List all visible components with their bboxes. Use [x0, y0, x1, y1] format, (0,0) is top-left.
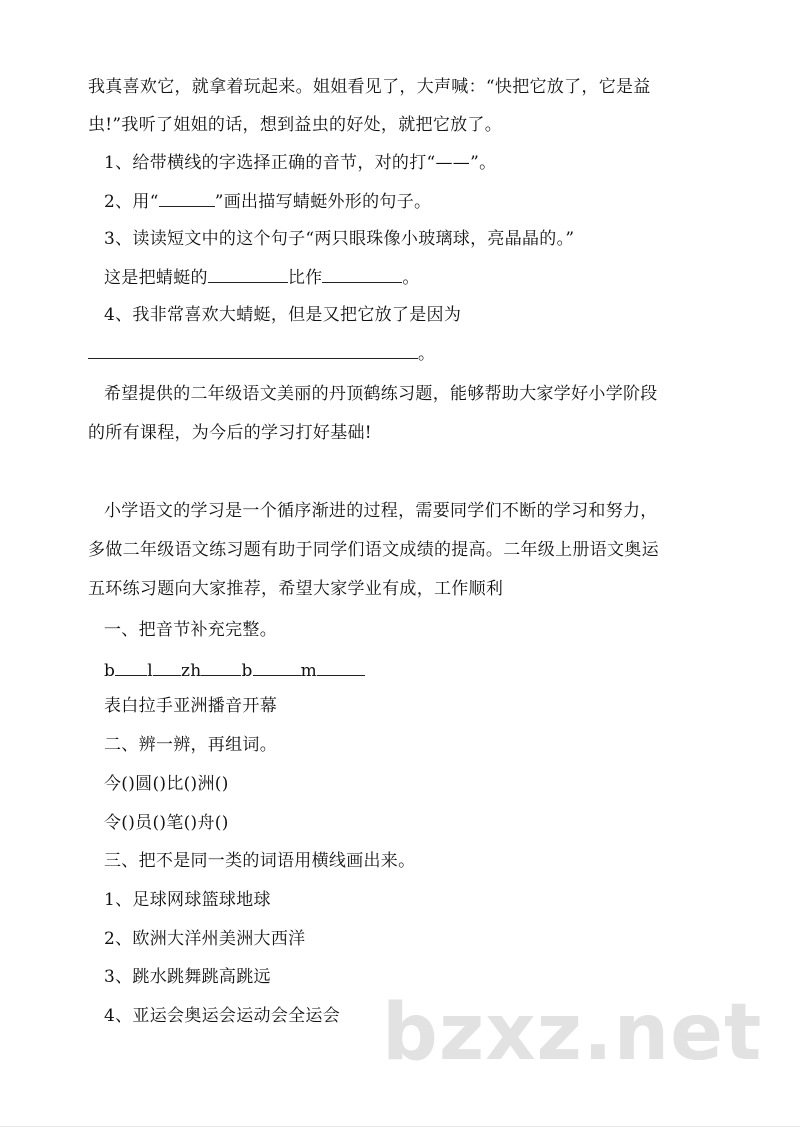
question-2-prefix: 2、用“	[104, 192, 159, 212]
question-3-sub-end: 。	[402, 268, 420, 288]
question-3-blank-2	[322, 266, 402, 283]
passage-line-2: 虫!”我听了姐姐的话，想到益虫的好处，就把它放了。	[88, 115, 503, 135]
question-1: 1、给带横线的字选择正确的音节，对的打“——”。	[104, 153, 497, 173]
question-3: 3、读读短文中的这个句子“两只眼珠像小玻璃球，亮晶晶的。”	[104, 229, 575, 249]
question-3-sub-b: 比作	[287, 268, 323, 288]
question-3-sub-a: 这是把蜻蜓的	[104, 268, 208, 288]
section-2-heading: 二、辨一辨，再组词。	[104, 735, 277, 755]
section-3-item: 2、欧洲大洋州美洲大西洋	[104, 929, 306, 949]
intro-line-3: 五环练习题向大家推荐，希望大家学业有成，工作顺利	[88, 579, 504, 599]
question-4-end: 。	[418, 344, 436, 364]
syllable-blank	[201, 659, 241, 676]
syllable-blank	[115, 659, 147, 676]
closing-line-1: 希望提供的二年级语文美丽的丹顶鹤练习题，能够帮助大家学好小学阶段	[104, 384, 658, 404]
question-2-suffix: ”画出描写蜻蜓外形的句子。	[214, 192, 432, 212]
watermark-logo: bzxz.net	[382, 988, 763, 1078]
section-3-item: 1、足球网球篮球地球	[104, 890, 271, 910]
syllable-blank	[317, 659, 365, 676]
syllable-letter: m	[300, 661, 318, 681]
section-3-item: 4、亚运会奥运会运动会全运会	[104, 1006, 341, 1026]
question-4: 4、我非常喜欢大蜻蜓，但是又把它放了是因为	[104, 305, 462, 325]
page-bottom-edge	[0, 1126, 800, 1127]
question-3-sub	[104, 266, 420, 289]
section-1-syllables	[104, 659, 365, 682]
syllable-letter: b	[104, 661, 116, 681]
section-2-row-2: 令()员()笔()舟()	[104, 813, 229, 833]
intro-line-1: 小学语文的学习是一个循序渐进的过程，需要同学们不断的学习和努力，	[104, 501, 658, 521]
syllable-blank	[253, 659, 301, 676]
syllable-letter: l	[147, 661, 153, 681]
syllable-blank	[153, 659, 181, 676]
syllable-letter: zh	[180, 661, 202, 681]
section-1-heading: 一、把音节补充完整。	[104, 620, 277, 640]
question-2	[104, 190, 431, 213]
intro-line-2: 多做二年级语文练习题有助于同学们语文成绩的提高。二年级上册语文奥运	[88, 540, 659, 560]
question-3-blank-1	[208, 266, 288, 283]
section-3-item: 3、跳水跳舞跳高跳远	[104, 967, 271, 987]
section-3-heading: 三、把不是同一类的词语用横线画出来。	[104, 851, 416, 871]
section-1-words: 表白拉手亚洲播音开幕	[104, 696, 277, 716]
question-2-blank	[159, 190, 215, 207]
passage-line-1: 我真喜欢它，就拿着玩起来。姐姐看见了，大声喊：“快把它放了，它是益	[88, 77, 651, 97]
section-2-row-1: 今()圆()比()洲()	[104, 774, 229, 794]
question-4-answer-line	[88, 342, 435, 365]
closing-line-2: 的所有课程，为今后的学习打好基础!	[88, 423, 372, 443]
question-4-blank	[88, 342, 418, 359]
syllable-letter: b	[241, 661, 253, 681]
